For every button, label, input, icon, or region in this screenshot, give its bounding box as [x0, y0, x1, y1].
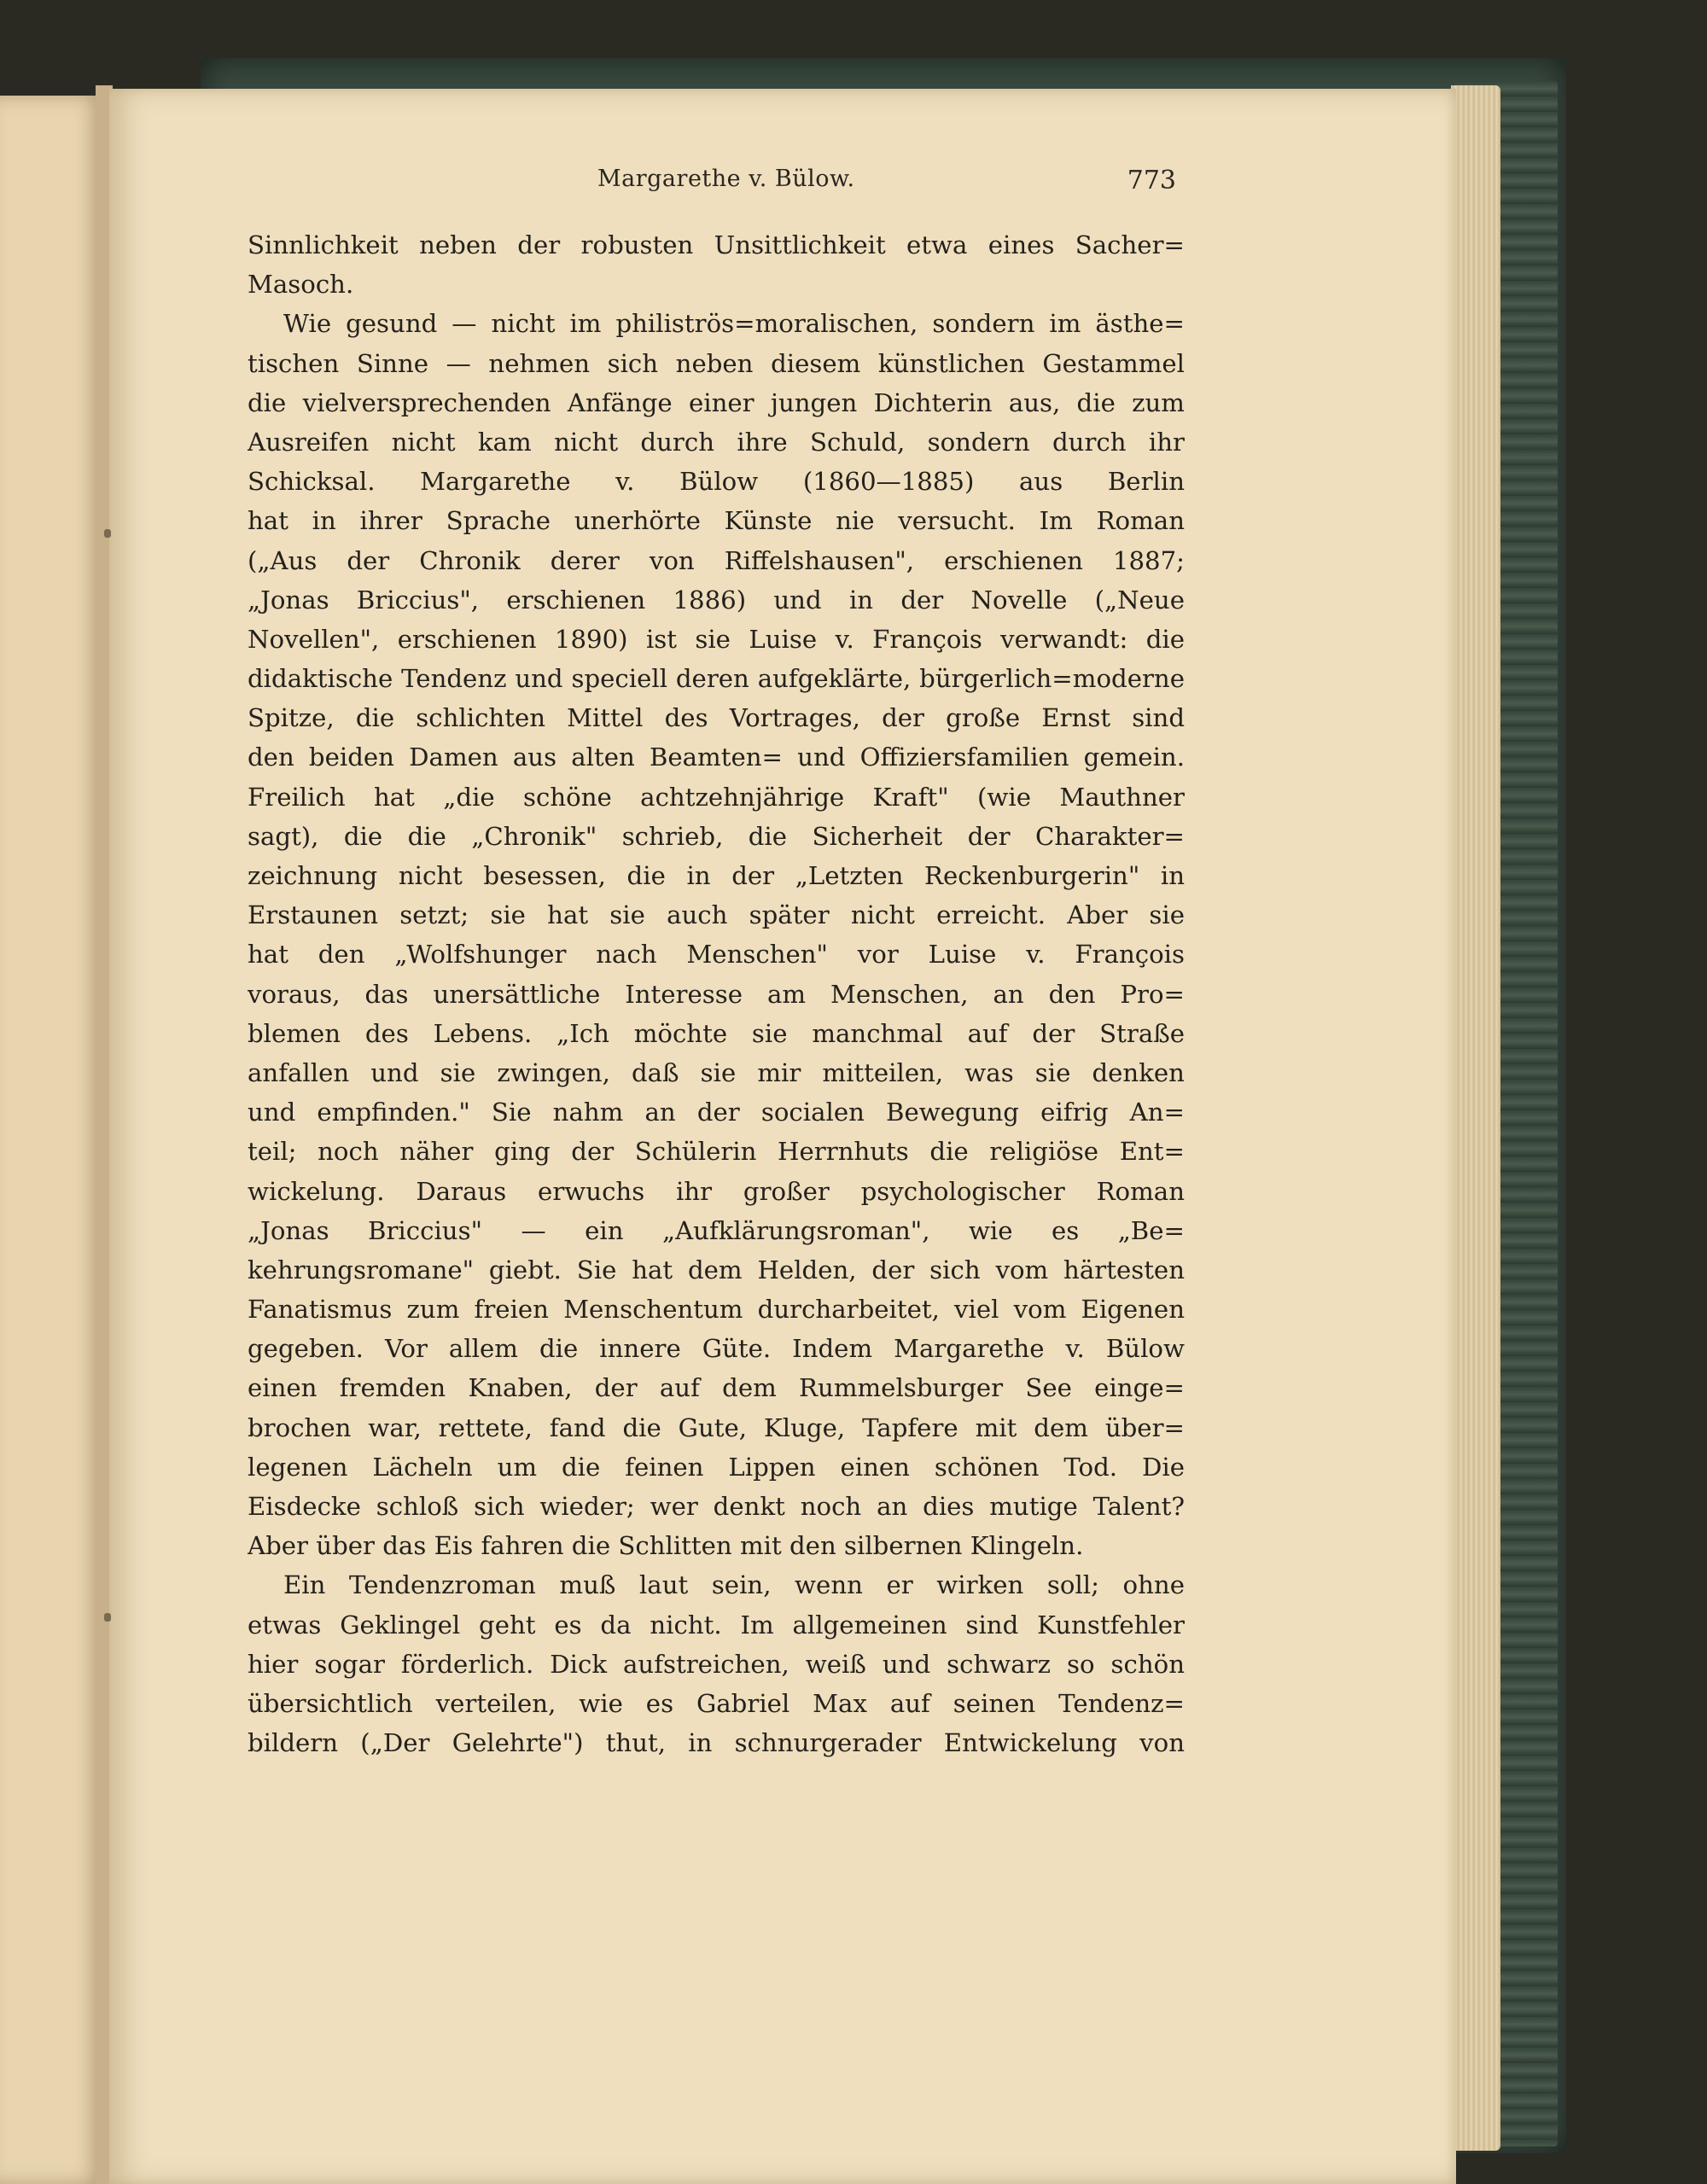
text-line: Wie gesund — nicht im philiströs=moralischen, sondern im ästhe=: [283, 309, 1185, 339]
text-line: die vielversprechenden Anfänge einer jungen Dichterin aus, die zum: [248, 387, 1185, 417]
text-line: hat in ihrer Sprache unerhörte Künste nie versucht. Im Roman: [248, 506, 1185, 536]
text-line: Novellen", erschienen 1890) ist sie Luise v. François verwandt: die: [248, 624, 1185, 654]
text-line: Fanatismus zum freien Menschentum durcharbeitet, viel vom Eigenen: [248, 1295, 1185, 1325]
page-number: 773: [1127, 166, 1176, 195]
text-line: und empfinden." Sie nahm an der socialen Bewegung eifrig An=: [248, 1098, 1185, 1127]
text-line: Erstaunen setzt; sie hat sie auch später nicht erreicht. Aber sie: [248, 900, 1185, 930]
text-line: Sinnlichkeit neben der robusten Unsittlichkeit etwa eines Sacher=: [248, 230, 1185, 259]
text-line: übersichtlich verteilen, wie es Gabriel Max auf seinen Tendenz=: [248, 1688, 1185, 1718]
text-line: sagt), die die „Chronik" schrieb, die Sicherheit der Charakter=: [248, 821, 1185, 851]
text-line: Ausreifen nicht kam nicht durch ihre Schuld, sondern durch ihr: [248, 427, 1185, 457]
text-line: teil; noch näher ging der Schülerin Herrnhuts die religiöse Ent=: [248, 1137, 1185, 1167]
body-text: [248, 225, 1185, 1762]
page-header: [222, 166, 1176, 200]
running-head: Margarethe v. Bülow.: [597, 166, 855, 192]
text-line: Aber über das Eis fahren die Schlitten mit den silbernen Klingeln.: [248, 1531, 1084, 1561]
text-line: wickelung. Daraus erwuchs ihr großer psychologischer Roman: [248, 1176, 1185, 1206]
text-line: etwas Geklingel geht es da nicht. Im allgemeinen sind Kunstfehler: [248, 1610, 1185, 1639]
text-line: Masoch.: [248, 270, 354, 300]
text-line: tischen Sinne — nehmen sich neben diesem künstlichen Gestammel: [248, 348, 1185, 378]
text-line: („Aus der Chronik derer von Riffelshausen", erschienen 1887;: [248, 545, 1185, 575]
text-line: den beiden Damen aus alten Beamten= und Offiziersfamilien gemein.: [248, 743, 1185, 772]
text-line: Spitze, die schlichten Mittel des Vortrages, der große Ernst sind: [248, 703, 1185, 733]
text-line: „Jonas Briccius", erschienen 1886) und in der Novelle („Neue: [248, 585, 1185, 614]
text-line: zeichnung nicht besessen, die in der „Letzten Reckenburgerin" in: [248, 861, 1185, 890]
text-line: didaktische Tendenz und speciell deren aufgeklärte, bürgerlich=moderne: [248, 664, 1185, 694]
text-line: brochen war, rettete, fand die Gute, Kluge, Tapfere mit dem über=: [248, 1412, 1185, 1442]
binding-mark: [104, 529, 111, 538]
text-line: Ein Tendenzroman muß laut sein, wenn er wirken soll; ohne: [283, 1570, 1185, 1600]
text-line: blemen des Lebens. „Ich möchte sie manchmal auf der Straße: [248, 1018, 1185, 1048]
text-line: voraus, das unersättliche Interesse am Menschen, an den Pro=: [248, 979, 1185, 1009]
text-line: hat den „Wolfshunger nach Menschen" vor Luise v. François: [248, 940, 1185, 970]
text-line: kehrungsromane" giebt. Sie hat dem Helden, der sich vom härtesten: [248, 1255, 1185, 1284]
text-line: gegeben. Vor allem die innere Güte. Indem Margarethe v. Bülow: [248, 1334, 1185, 1364]
facing-page: [0, 96, 104, 2184]
text-line: legenen Lächeln um die feinen Lippen einen schönen Tod. Die: [248, 1452, 1185, 1482]
text-line: Schicksal. Margarethe v. Bülow (1860—1885) aus Berlin: [248, 467, 1185, 497]
text-line: „Jonas Briccius" — ein „Aufklärungsroman", wie es „Be=: [248, 1215, 1185, 1245]
text-line: anfallen und sie zwingen, daß sie mir mitteilen, was sie denken: [248, 1057, 1185, 1087]
text-line: hier sogar förderlich. Dick aufstreichen, weiß und schwarz so schön: [248, 1649, 1185, 1679]
text-line: einen fremden Knaben, der auf dem Rummelsburger See einge=: [248, 1373, 1185, 1403]
text-line: Eisdecke schloß sich wieder; wer denkt noch an dies mutige Talent?: [248, 1492, 1185, 1521]
page-stack-edge: [1451, 85, 1500, 2151]
text-line: Freilich hat „die schöne achtzehnjährige Kraft" (wie Mauthner: [248, 782, 1185, 812]
binding-mark: [104, 1613, 111, 1622]
text-line: bildern („Der Gelehrte") thut, in schnurgerader Entwickelung von: [248, 1728, 1185, 1758]
